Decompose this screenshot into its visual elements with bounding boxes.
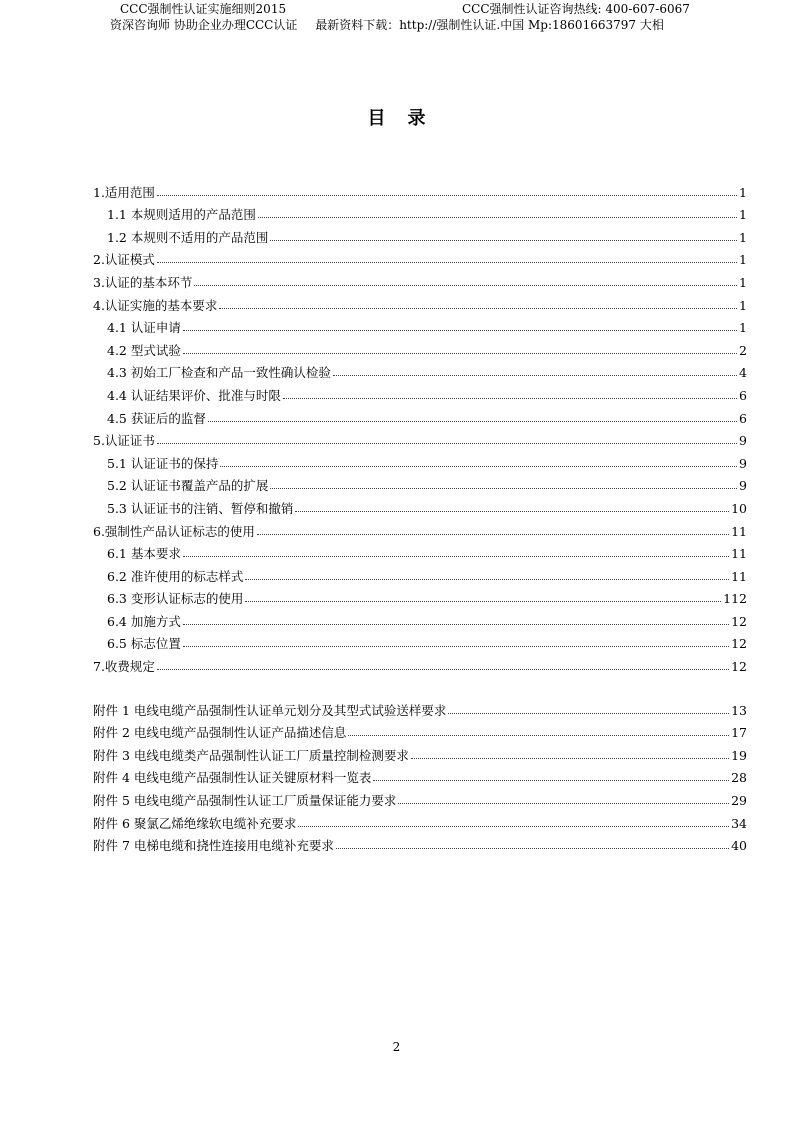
toc-entry-label: 3.认证的基本环节 [93,274,193,290]
toc-entry-page: 1 [739,184,747,200]
header-hotline: CCC强制性认证咨询热线: 400-607-6067 [462,2,690,16]
toc-entry-label: 1.2 本规则不适用的产品范围 [107,229,269,245]
toc-entry-page: 13 [731,702,747,718]
toc-leader-dots [157,262,737,263]
toc-entry-page: 1 [739,252,747,268]
toc-entry-label: 4.3 初始工厂检查和产品一致性确认检验 [107,365,331,381]
toc-entry-label: 6.5 标志位置 [107,636,181,652]
toc-entry-page: 19 [731,747,747,763]
toc-entry-label: 附件 1 电线电缆产品强制性认证单元划分及其型式试验送样要求 [93,702,447,718]
toc-entry[interactable] [93,651,747,674]
toc-section-gap [93,674,747,695]
toc-entry-page: 11 [731,568,747,584]
toc-entry[interactable] [93,831,747,854]
toc-entry-label: 6.1 基本要求 [107,546,181,562]
toc-leader-dots [373,780,729,781]
toc-leader-dots [270,488,737,489]
page-number: 2 [392,1040,401,1054]
toc-entry-page: 12 [731,636,747,652]
toc-entry-page: 9 [739,433,747,449]
toc-entry[interactable] [93,516,747,539]
toc-entry-label: 6.3 变形认证标志的使用 [107,591,244,607]
toc-entry[interactable] [93,222,747,245]
toc-entry-page: 1 [739,297,747,313]
toc-entry[interactable] [93,358,747,381]
toc-entry[interactable] [93,561,747,584]
toc-leader-dots [298,826,729,827]
header-left-title: CCC强制性认证实施细则2015 [120,2,287,16]
toc-entry-page: 11 [731,546,747,562]
toc-entry-page: 1 [739,274,747,290]
toc-entry-label: 2.认证模式 [93,252,155,268]
toc-entry[interactable] [93,785,747,808]
toc-entry-label: 4.5 获证后的监督 [107,410,206,426]
toc-leader-dots [283,398,737,399]
toc-entry-label: 附件 7 电梯电缆和挠性连接用电缆补充要求 [93,838,334,854]
toc-entry-label: 附件 4 电线电缆产品强制性认证关键原材料一览表 [93,770,372,786]
toc-leader-dots [183,646,729,647]
toc-leader-dots [219,308,737,309]
toc-entry-page: 6 [739,410,747,426]
toc-entry[interactable] [93,808,747,831]
toc-leader-dots [336,848,729,849]
toc-entry[interactable] [93,718,747,741]
toc-entry[interactable] [93,606,747,629]
toc-leader-dots [183,556,729,557]
toc-entry-page: 40 [731,838,747,854]
toc-entry-label: 4.认证实施的基本要求 [93,297,218,313]
toc-entry-label: 5.2 认证证书覆盖产品的扩展 [107,478,269,494]
toc-entry-page: 12 [731,659,747,675]
toc-entry[interactable] [93,471,747,494]
toc-leader-dots [157,443,737,444]
toc-entry-label: 附件 3 电线电缆类产品强制性认证工厂质量控制检测要求 [93,747,409,763]
toc-leader-dots [295,511,729,512]
toc-entry-page: 11 [731,523,747,539]
toc-leader-dots [245,601,721,602]
toc-entry-label: 5.认证证书 [93,433,155,449]
toc-entry-page: 12 [731,613,747,629]
header-consultant: 资深咨询师 协助企业办理CCC认证 [110,18,298,32]
toc-leader-dots [411,758,729,759]
toc-entry-label: 6.强制性产品认证标志的使用 [93,523,255,539]
toc-entry-label: 5.1 认证证书的保持 [107,455,219,471]
toc-leader-dots [257,534,729,535]
toc-entry[interactable] [93,448,747,471]
toc-entry-page: 1 [739,320,747,336]
toc-entry-page: 29 [731,793,747,809]
toc-entry[interactable] [93,763,747,786]
toc-entry-page: 112 [723,591,747,607]
toc-entry-page: 6 [739,387,747,403]
toc-entry-label: 附件 5 电线电缆产品强制性认证工厂质量保证能力要求 [93,793,397,809]
toc-leader-dots [270,240,737,241]
toc-leader-dots [183,330,737,331]
toc-entry-label: 5.3 认证证书的注销、暂停和撤销 [107,500,294,516]
toc-entry-page: 9 [739,478,747,494]
table-of-contents [93,177,747,853]
toc-entry[interactable] [93,245,747,268]
toc-entry-label: 6.4 加施方式 [107,613,181,629]
toc-leader-dots [194,285,737,286]
toc-leader-dots [183,624,729,625]
toc-leader-dots [220,466,737,467]
toc-leader-dots [448,713,729,714]
toc-entry-page: 34 [731,815,747,831]
toc-entry[interactable] [93,403,747,426]
toc-entry-label: 附件 2 电线电缆产品强制性认证产品描述信息 [93,725,347,741]
toc-entry[interactable] [93,426,747,449]
toc-entry-page: 28 [731,770,747,786]
page-title: 目录 [367,108,448,129]
toc-leader-dots [183,353,737,354]
toc-leader-dots [333,375,737,376]
toc-entry[interactable] [93,335,747,358]
toc-leader-dots [157,669,729,670]
toc-entry-page: 10 [731,500,747,516]
toc-entry[interactable] [93,539,747,562]
header-line-2 [110,18,678,32]
toc-leader-dots [398,803,729,804]
toc-entry[interactable] [93,200,747,223]
toc-entry[interactable] [93,290,747,313]
toc-leader-dots [258,217,737,218]
header-download-link[interactable]: 最新资料下载：http://强制性认证.中国 Mp:18601663797 大相 [315,18,664,32]
toc-entry-page: 17 [731,725,747,741]
toc-leader-dots [157,195,737,196]
toc-entry[interactable] [93,584,747,607]
toc-leader-dots [245,579,729,580]
toc-entry-label: 1.1 本规则适用的产品范围 [107,207,256,223]
toc-entry[interactable] [93,177,747,200]
toc-entry-label: 4.1 认证申请 [107,320,181,336]
toc-entry-label: 1.适用范围 [93,184,155,200]
toc-entry-label: 附件 6 聚氯乙烯绝缘软电缆补充要求 [93,815,297,831]
toc-entry[interactable] [93,493,747,516]
toc-entry[interactable] [93,740,747,763]
toc-entry-label: 4.4 认证结果评价、批准与时限 [107,387,281,403]
toc-entry[interactable] [93,267,747,290]
toc-entry-page: 2 [739,342,747,358]
toc-entry-label: 7.收费规定 [93,659,155,675]
toc-entry-page: 1 [739,229,747,245]
toc-leader-dots [348,735,729,736]
toc-entry[interactable] [93,629,747,652]
toc-entry[interactable] [93,313,747,336]
toc-entry-page: 1 [739,207,747,223]
toc-entry-page: 4 [739,365,747,381]
toc-entry[interactable] [93,380,747,403]
toc-entry-label: 6.2 准许使用的标志样式 [107,568,244,584]
toc-entry[interactable] [93,695,747,718]
toc-entry-label: 4.2 型式试验 [107,342,181,358]
toc-leader-dots [208,421,737,422]
toc-entry-page: 9 [739,455,747,471]
